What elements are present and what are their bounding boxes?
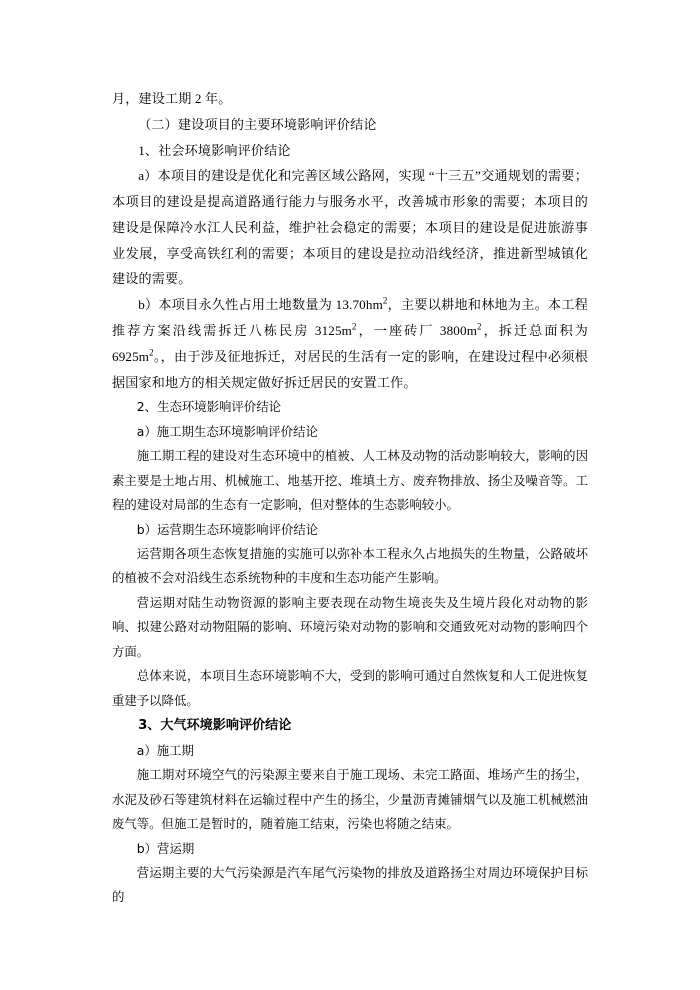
paragraph: 营运期主要的大气污染源是汽车尾气污染物的排放及道路扬尘对周边环境保护目标的 [112,865,588,905]
paragraph: a）本项目的建设是优化和完善区域公路网，实现 “十三五”交通规划的需要；本项目的建设是提高道路通行能力与服务水平，改善城市形象的需要；本项目的建设是保障冷水江人民利益，维护社会稳定的需要；本项目的建设是促进旅游事业发展，享受高铁红利的需要；本项目的建设是拉动沿线经济，推进新型城镇化建设的需要。 [112,168,588,287]
paragraph: 营运期对陆生动物资源的影响主要表现在动物生境丧失及生境片段化对动物的影响、拟建公路对动物阻隔的影响、环境污染对动物的影响和交通致死对动物的影响四个方面。 [112,594,588,659]
section-heading: 3、大气环境影响评价结论 [138,718,292,734]
paragraph-with-units: b）本项目永久性占用土地数量为 $13.70hm^2$，主要以耕地和林地为主。本工程推荐方案沿线需拆迁八栋民房 $3125m^2$，一座砖厂 $3800m^2$，拆迁总面积为 $6925m^2$。，由于涉及征地拆迁，对居民的生活有一定的影响，在建设过程中必须根据国家和地方的相关规定做好拆迁居民的安置工作。 [112,295,589,390]
section-heading: b）运营期生态环境影响评价结论 [136,521,319,537]
section-heading: a）施工期生态环境影响评价结论 [136,423,318,439]
paragraph: 施工期工程的建设对生态环境中的植被、人工林及动物的活动影响较大，影响的因素主要是土地占用、机械施工、地基开挖、堆填土方、废弃物排放、扬尘及噪音等。工程的建设对局部的生态有一定影响，但对整体的生态影响较小。 [112,448,588,513]
document-body [112,86,588,910]
section-heading: a）施工期 [136,742,194,758]
section-heading: （二）建设项目的主要环境影响评价结论 [138,116,377,132]
paragraph: 月，建设工期 2 年。 [112,91,232,106]
paragraph: 运营期各项生态恢复措施的实施可以弥补本工程永久占地损失的生物量，公路破坏的植被不会对沿线生态系统物种的丰度和生态功能产生影响。 [112,546,588,586]
section-heading: 2、生态环境影响评价结论 [136,399,281,415]
section-heading: 1、社会环境影响评价结论 [138,142,291,158]
section-heading: b）营运期 [136,840,195,856]
paragraph: 总体来说，本项目生态环境影响不大，受到的影响可通过自然恢复和人工促进恢复重建予以降低。 [112,668,588,708]
paragraph: 施工期对环境空气的污染源主要来自于施工现场、未完工路面、堆场产生的扬尘，水泥及砂石等建筑材料在运输过程中产生的扬尘，少量沥青摊铺烟气以及施工机械燃油废气等。但施工是暂时的，随着施工结束，污染也将随之结束。 [112,767,588,832]
